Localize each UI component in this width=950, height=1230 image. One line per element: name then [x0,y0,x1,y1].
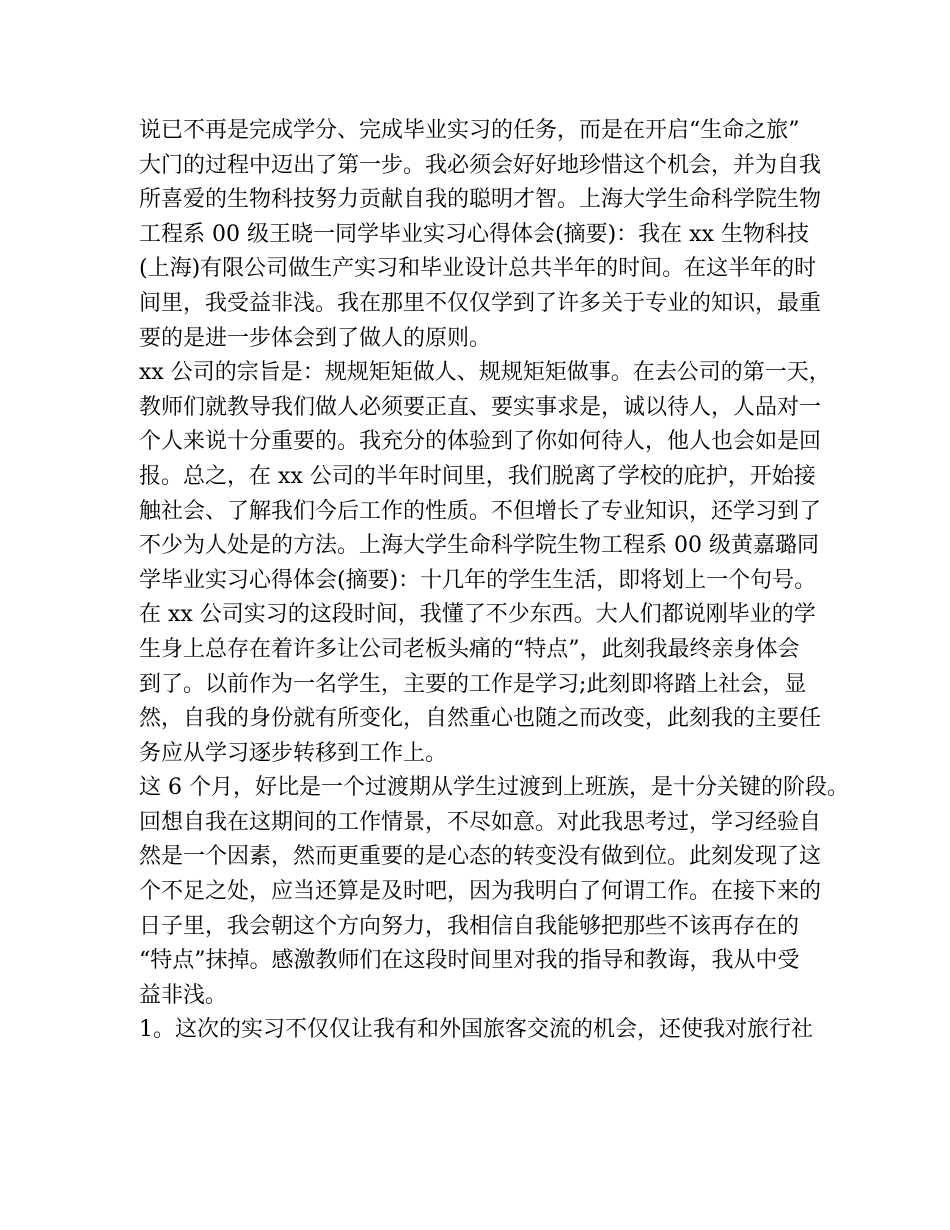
text-line: 要的是进一步体会到了做人的原则。 [139,325,492,351]
body-text [139,114,849,1048]
text-line: 益非浅。 [139,982,228,1008]
text-line: 在 xx 公司实习的这段时间，我懂了不少东西。大人们都说刚毕业的学 [139,602,816,628]
text-line: 个人来说十分重要的。我充分的体验到了你如何待人，他人也会如是回 [139,429,822,455]
text-line: 学毕业实习心得体会(摘要)：十几年的学生生活，即将划上一个句号。 [139,567,817,593]
text-line: 回想自我在这期间的工作情景，不尽如意。对此我思考过，学习经验自 [139,809,822,835]
text-line: 到了。以前作为一名学生，主要的工作是学习;此刻即将踏上社会，显 [139,671,807,697]
text-line: (上海)有限公司做生产实习和毕业设计总共半年的时间。在这半年的时 [139,256,817,282]
text-line: 然是一个因素，然而更重要的是心态的转变没有做到位。此刻发现了这 [139,844,822,870]
text-line: 个不足之处，应当还算是及时吧，因为我明白了何谓工作。在接下来的 [139,879,822,905]
text-line: 不少为人处是的方法。上海大学生命科学院生物工程系 00 级黄嘉璐同 [139,533,819,559]
text-line: 触社会、了解我们今后工作的性质。不但增长了专业知识，还学习到了 [139,498,822,524]
text-line: 说已不再是完成学分、完成毕业实习的任务，而是在开启“生命之旅” [139,118,800,143]
text-line: 这 6 个月，好比是一个过渡期从学生过渡到上班族，是十分关键的阶段。 [139,775,849,801]
text-line: 1。这次的实习不仅仅让我有和外国旅客交流的机会，还使我对旅行社 [139,1017,813,1043]
text-line: 然，自我的身份就有所变化，自然重心也随之而改变，此刻我的主要任 [139,706,822,732]
text-line: 日子里，我会朝这个方向努力，我相信自我能够把那些不该再存在的 [139,913,800,939]
text-line: 报。总之，在 xx 公司的半年时间里，我们脱离了学校的庇护，开始接 [139,463,816,489]
text-line: “特点”抹掉。感激教师们在这段时间里对我的指导和教诲，我从中受 [139,948,800,974]
text-line: 务应从学习逐步转移到工作上。 [139,740,448,766]
text-line: 大门的过程中迈出了第一步。我必须会好好地珍惜这个机会，并为自我 [139,152,822,178]
text-line: 教师们就教导我们做人必须要正直、要实事求是，诚以待人，人品对一 [139,394,822,420]
text-line: 间里，我受益非浅。我在那里不仅仅学到了许多关于专业的知识，最重 [139,290,822,316]
text-line: 生身上总存在着许多让公司老板头痛的“特点”，此刻我最终亲身体会 [139,636,800,662]
text-line: 工程系 00 级王晓一同学毕业实习心得体会(摘要)：我在 xx 生物科技 [139,221,809,247]
text-line: 所喜爱的生物科技努力贡献自我的聪明才智。上海大学生命科学院生物 [139,187,822,213]
text-line: xx 公司的宗旨是：规规矩矩做人、规规矩矩做事。在去公司的第一天， [139,360,831,386]
